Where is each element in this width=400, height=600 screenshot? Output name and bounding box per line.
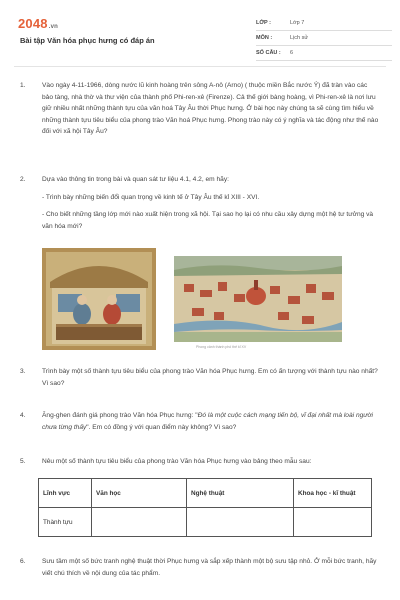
table-cell — [92, 508, 187, 537]
question-text — [42, 410, 380, 433]
meta-row-count — [256, 46, 392, 61]
meta-row-class — [256, 16, 392, 31]
table-cell — [294, 508, 372, 537]
question-text: Trình bày một số thành tựu tiêu biểu của phong trào Văn hóa Phục hưng. Em có ấn tượng với thành tựu nào nhất? Vì sao? — [42, 368, 378, 387]
logo-text: 2048 — [18, 16, 48, 31]
question-text-post: ". Em có đồng ý với quan điểm này không? Vì sao? — [86, 423, 237, 431]
achievements-table — [38, 478, 372, 537]
table-header-cell: Khoa học - kĩ thuật — [294, 479, 372, 508]
table-row — [39, 508, 372, 537]
question-2 — [20, 174, 380, 232]
meta-row-subject — [256, 31, 392, 46]
table-header-row — [39, 479, 372, 508]
table-header-cell: Văn học — [92, 479, 187, 508]
question-6 — [20, 556, 380, 579]
question-4 — [20, 410, 380, 433]
city-view-image — [174, 256, 342, 342]
meta-info — [256, 16, 392, 61]
question-number: 5. — [20, 458, 26, 465]
table-header-cell: Nghệ thuật — [187, 479, 294, 508]
question-number: 3. — [20, 368, 26, 375]
historical-city-icon — [174, 256, 342, 342]
question-text-pre: Ăng-ghen đánh giá phong trào Văn hóa Phục hưng: " — [42, 412, 198, 419]
quote-text: Đó là một cuộc cách mạng tiến bộ, vĩ đại nhất mà loài người chưa từng thấy — [42, 412, 373, 431]
question-text: - Trình bày những biến đổi quan trọng về kinh tế ở Tây Âu thế kỉ XIII - XVI. — [42, 193, 260, 201]
site-logo[interactable] — [18, 16, 58, 31]
question-text: Sưu tầm một số bức tranh nghệ thuật thời Phục hưng và sắp xếp thành một bộ sưu tập nhỏ. Ở mỗi bức tranh, hãy viết chú thích về nội dung của tác phẩm. — [42, 558, 377, 577]
table-cell — [187, 508, 294, 537]
image-caption: Phong cảnh thành phố thế kỉ XV — [196, 345, 247, 349]
header-divider — [14, 66, 386, 67]
table-cell: Thành tựu — [39, 508, 92, 537]
question-number: 4. — [20, 412, 26, 419]
logo-suffix: .vn — [48, 24, 59, 30]
meta-label: MÔN : — [256, 35, 273, 41]
meta-label: SỐ CÂU : — [256, 50, 281, 56]
question-text: Vào ngày 4-11-1966, dòng nước lũ kinh hoàng trên sông A-nô (Arno) ( thuộc miền Bắc nước Ý) đã tràn vào các bảo tàng, nhà thờ và thư viện của thành phố Phi-ren-xê (Firenze). Cả thế giới bàng hoàng, vì Phi-ren-xê là nơi lưu giữ nhiều nhất những thành tựu của văn hoá Tây Âu thời Phục hưng. Ở bài học này chúng ta sẽ cùng tìm hiểu về những thành tựu tiêu biểu của phong trào Văn hoá Phục hưng. Phong trào này có ý nghĩa và tác động như thế nào đối với xã hội Tây Âu? — [42, 82, 379, 136]
document-header — [8, 8, 392, 62]
table-header-cell: Lĩnh vực — [39, 479, 92, 508]
question-3 — [20, 366, 380, 389]
question-text: Dựa vào thông tin trong bài và quan sát tư liệu 4.1, 4.2, em hãy: — [42, 176, 229, 183]
question-text: Nêu một số thành tựu tiêu biểu của phong trào Văn hóa Phục hưng vào bảng theo mẫu sau: — [42, 458, 312, 465]
document-title: Bài tập Văn hóa phục hưng có đáp án — [20, 36, 155, 45]
question-number: 6. — [20, 558, 26, 565]
question-5 — [20, 456, 380, 468]
meta-value: Lịch sử — [290, 35, 309, 41]
question-number: 1. — [20, 82, 26, 89]
question-text: - Cho biết những tầng lớp mới nào xuất hiện trong xã hội. Tại sao họ lại có nhu cầu xây dựng một hệ tư tưởng và văn hóa mới? — [42, 211, 374, 230]
meta-label: LỚP : — [256, 20, 271, 26]
question-number: 2. — [20, 176, 26, 183]
question-1 — [20, 80, 380, 138]
medieval-fresco-icon — [42, 248, 156, 350]
meta-value: Lớp 7 — [290, 20, 305, 26]
fresco-painting-image — [42, 248, 156, 350]
meta-value: 6 — [290, 50, 294, 56]
